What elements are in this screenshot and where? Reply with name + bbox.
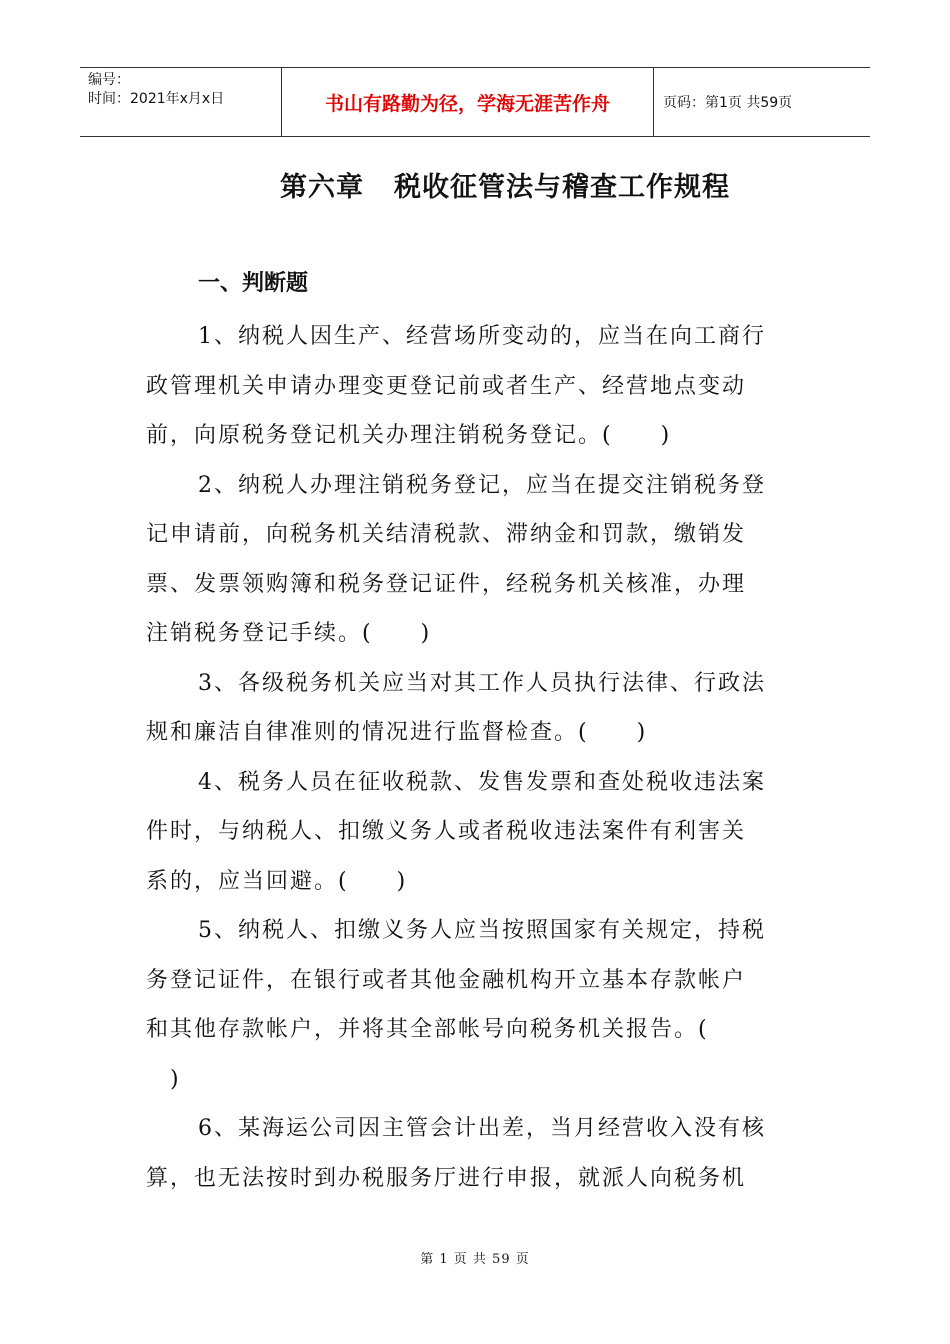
question-line: 1、纳税人因生产、经营场所变动的，应当在向工商行 [198, 324, 766, 349]
question-line: 5、纳税人、扣缴义务人应当按照国家有关规定，持税 [198, 918, 766, 943]
question-line: 件时，与纳税人、扣缴义务人或者税收违法案件有利害关 [146, 819, 747, 844]
section-heading: 一、判断题 [198, 271, 309, 296]
motto-text: 书山有路勤为径，学海无涯苦作舟 [324, 92, 610, 115]
question-line: 规和廉洁自律准则的情况进行监督检查。( ) [146, 720, 648, 745]
question-line: 注销税务登记手续。( ) [146, 621, 432, 646]
question-list [146, 312, 800, 1203]
page-title [0, 165, 950, 204]
chapter-name: 税收征管法与稽查工作规程 [394, 172, 730, 203]
question-line: 务登记证件，在银行或者其他金融机构开立基本存款帐户 [146, 967, 747, 993]
question-item [146, 906, 800, 1104]
question-item [146, 758, 800, 907]
question-item [146, 312, 800, 461]
question-item [146, 1104, 800, 1203]
question-line: ) [146, 1066, 181, 1092]
question-line: 记申请前，向税务机关结清税款、滞纳金和罚款，缴销发 [146, 522, 747, 547]
question-line: 票、发票领购簿和税务登记证件，经税务机关核准，办理 [146, 571, 747, 597]
question-line: 系的，应当回避。( ) [146, 868, 408, 894]
header-table [80, 67, 870, 137]
header-meta-cell [80, 68, 281, 136]
question-line: 和其他存款帐户，并将其全部帐号向税务机关报告。( [146, 1017, 709, 1042]
page-info-cell [654, 68, 870, 136]
question-line: 3、各级税务机关应当对其工作人员执行法律、行政法 [198, 670, 766, 696]
question-line: 算，也无法按时到办税服务厅进行申报，就派人向税务机 [146, 1165, 747, 1191]
page-footer: 第 1 页 共 59 页 [420, 1252, 530, 1267]
motto-cell [281, 68, 654, 136]
question-item [146, 659, 800, 758]
question-line: 政管理机关申请办理变更登记前或者生产、经营地点变动 [146, 373, 747, 399]
chapter-label: 第六章 [280, 172, 364, 203]
question-item [146, 461, 800, 659]
question-line: 前，向原税务登记机关办理注销税务登记。( ) [146, 423, 672, 448]
page-info-text: 页码：第1页 共59页 [663, 95, 793, 111]
number-label: 编号： [88, 72, 130, 88]
question-line: 4、税务人员在征收税款、发售发票和查处税收违法案 [198, 769, 766, 795]
question-line: 2、纳税人办理注销税务登记，应当在提交注销税务登 [198, 472, 766, 498]
time-label: 时间：2021年x月x日 [88, 91, 225, 107]
question-line: 6、某海运公司因主管会计出差，当月经营收入没有核 [198, 1116, 766, 1141]
